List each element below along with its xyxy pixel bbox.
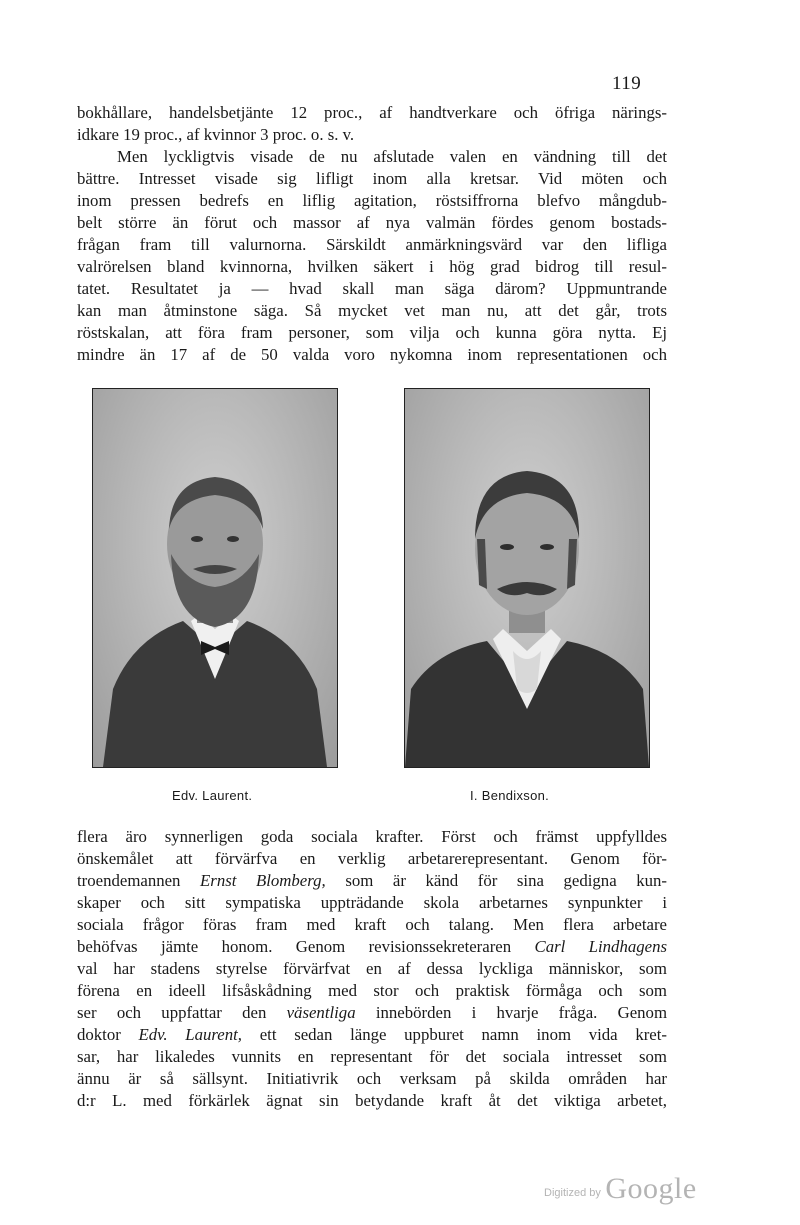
italic-word: väsentliga bbox=[286, 1003, 356, 1022]
italic-name: Edv. Laurent, bbox=[138, 1025, 242, 1044]
text-line: skaper och sitt sympatiska uppträdande skola arbetarnes synpunkter i bbox=[77, 893, 667, 912]
portrait-illustration bbox=[405, 389, 649, 767]
text-line: röstskalan, att föra fram personer, som vilja och kunna göra nytta. Ej bbox=[77, 323, 667, 342]
text-line: önskemålet att förvärfva en verklig arbetarerepresentant. Genom för- bbox=[77, 849, 667, 868]
text-line: val har stadens styrelse förvärfvat en af dessa lyckliga människor, som bbox=[77, 959, 667, 978]
text-line: idkare 19 proc., af kvinnor 3 proc. o. s. v. bbox=[77, 125, 355, 144]
page-number: 119 bbox=[612, 73, 642, 94]
text-line: mindre än 17 af de 50 valda voro nykomna inom representationen och bbox=[77, 345, 667, 364]
text-line: d:r L. med förkärlek ägnat sin betydande kraft åt det viktiga arbetet, bbox=[77, 1091, 667, 1110]
top-paragraph bbox=[77, 102, 667, 366]
text-line: tatet. Resultatet ja — hvad skall man säga därom? Uppmuntrande bbox=[77, 279, 667, 298]
watermark-prefix: Digitized by bbox=[544, 1187, 601, 1199]
text-line: ännu är så sällsynt. Initiativrik och verksam på skilda områden har bbox=[77, 1069, 667, 1088]
italic-name: Ernst Blomberg, bbox=[200, 871, 326, 890]
google-logo: Google bbox=[605, 1172, 697, 1205]
italic-name: Carl Lindhagens bbox=[534, 937, 667, 956]
portrait-photo-bendixson bbox=[404, 388, 650, 768]
text-line: belt större än förut och massor af nya valmän fördes genom bostads- bbox=[77, 213, 667, 232]
text-line: bokhållare, handelsbetjänte 12 proc., af handtverkare och öfriga närings- bbox=[77, 103, 667, 122]
text-line: frågan fram till valurnorna. Särskildt anmärkningsvärd var den lifliga bbox=[77, 235, 667, 254]
text-line: behöfvas jämte honom. Genom revisionssekreteraren Carl Lindhagens bbox=[77, 937, 667, 956]
text-line: flera äro synnerligen goda sociala krafter. Först och främst uppfylldes bbox=[77, 827, 667, 846]
portrait-illustration bbox=[93, 389, 337, 767]
digitized-watermark bbox=[544, 1172, 697, 1206]
bottom-paragraph bbox=[77, 826, 667, 1112]
text-line: valrörelsen bland kvinnorna, hvilken säkert i hög grad bidrog till resul- bbox=[77, 257, 667, 276]
text-line: ser och uppfattar den väsentliga innebörden i hvarje fråga. Genom bbox=[77, 1003, 667, 1022]
text-line: troendemannen Ernst Blomberg, som är känd för sina gedigna kun- bbox=[77, 871, 667, 890]
text-line: doktor Edv. Laurent, ett sedan länge uppburet namn inom vida kret- bbox=[77, 1025, 667, 1044]
text-line: kan man åtminstone säga. Så mycket vet man nu, att det går, trots bbox=[77, 301, 667, 320]
portrait-caption-left: Edv. Laurent. bbox=[172, 788, 253, 803]
portrait-photo-laurent bbox=[92, 388, 338, 768]
text-line: sar, har likaledes vunnits en representant för det sociala intresset som bbox=[77, 1047, 667, 1066]
text-line: förena en ideell lifsåskådning med stor och praktisk förmåga och som bbox=[77, 981, 667, 1000]
portrait-caption-right: I. Bendixson. bbox=[470, 788, 550, 803]
text-line: Men lyckligtvis visade de nu afslutade valen en vändning till det bbox=[117, 147, 667, 166]
text-line: bättre. Intresset visade sig lifligt inom alla kretsar. Vid möten och bbox=[77, 169, 667, 188]
text-line: inom pressen bedrefs en liflig agitation, röstsiffrorna blefvo mångdub- bbox=[77, 191, 667, 210]
text-line: sociala frågor föras fram med kraft och talang. Men flera arbetare bbox=[77, 915, 667, 934]
